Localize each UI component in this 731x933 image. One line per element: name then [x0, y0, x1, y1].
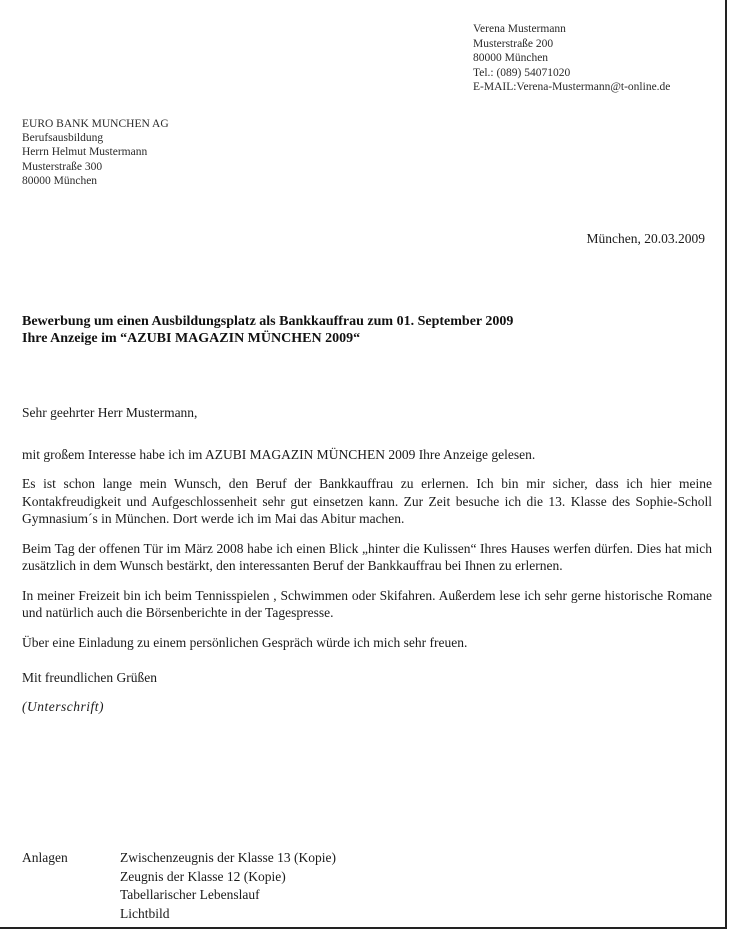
- subject-line: [22, 313, 712, 347]
- body-paragraph: Beim Tag der offenen Tür im März 2008 habe ich einen Blick „hinter die Kulissen“ Ihres Hauses werfen dürfen. Dies hat mich zusätzlich in dem Wunsch bestärkt, den interessanten Beruf der Bankkauffrau bei Ihnen zu erlernen.: [22, 540, 712, 573]
- attachment-item: Zeugnis der Klasse 12 (Kopie): [120, 868, 286, 884]
- sender-phone: Tel.: (089) 54071020: [473, 66, 571, 79]
- letter-date: München, 20.03.2009: [586, 231, 705, 246]
- sender-city: 80000 München: [473, 52, 549, 65]
- recipient-street: Musterstraße 300: [22, 160, 103, 173]
- sender-email: E-MAIL:Verena-Mustermann@t-online.de: [473, 81, 671, 94]
- body-paragraph: mit großem Interesse habe ich im AZUBI MAGAZIN MÜNCHEN 2009 Ihre Anzeige gelesen.: [22, 446, 536, 462]
- signature-placeholder: (Unterschrift): [22, 698, 104, 714]
- recipient-company: EURO BANK MUNCHEN AG: [22, 118, 169, 130]
- attachments-list: [120, 849, 520, 923]
- sender-street: Musterstraße 200: [473, 37, 554, 50]
- sender-address-block: [473, 22, 670, 95]
- attachment-item: Tabellarischer Lebenslauf: [120, 887, 260, 903]
- letter-body: [22, 404, 712, 715]
- attachments-label: Anlagen: [22, 850, 68, 865]
- closing: Mit freundlichen Grüßen: [22, 670, 157, 685]
- sender-name: Verena Mustermann: [473, 23, 566, 35]
- recipient-department: Berufsausbildung: [22, 132, 104, 145]
- body-paragraph: Es ist schon lange mein Wunsch, den Beruf der Bankkauffrau zu erlernen. Ich bin mir sicher, dass ich hier meine Kontakfreudigkeit und Aufgeschlossenheit sehr gut einsetzen kann. Zur Zeit besuche ich die 13. Klasse des Sophie-Scholl Gymnasium´s in München. Dort werde ich im Mai das Abitur machen.: [22, 476, 712, 526]
- body-paragraph: In meiner Freizeit bin ich beim Tennisspielen , Schwimmen oder Skifahren. Außerdem lese ich sehr gerne historische Romane und natürlich auch die Börsenberichte in der Tagespresse.: [22, 587, 712, 620]
- salutation: Sehr geehrter Herr Mustermann,: [22, 405, 198, 420]
- recipient-city: 80000 München: [22, 174, 98, 187]
- recipient-address-block: [22, 117, 169, 188]
- subject-line-1: Bewerbung um einen Ausbildungsplatz als Bankkauffrau zum 01. September 2009: [22, 314, 514, 329]
- attachment-item: Lichtbild: [120, 905, 170, 921]
- recipient-contact: Herrn Helmut Mustermann: [22, 146, 148, 159]
- body-paragraph: Über eine Einladung zu einem persönlichen Gespräch würde ich mich sehr freuen.: [22, 634, 468, 650]
- attachment-item: Zwischenzeugnis der Klasse 13 (Kopie): [120, 850, 336, 865]
- subject-line-2: Ihre Anzeige im “AZUBI MAGAZIN MÜNCHEN 2009“: [22, 331, 361, 346]
